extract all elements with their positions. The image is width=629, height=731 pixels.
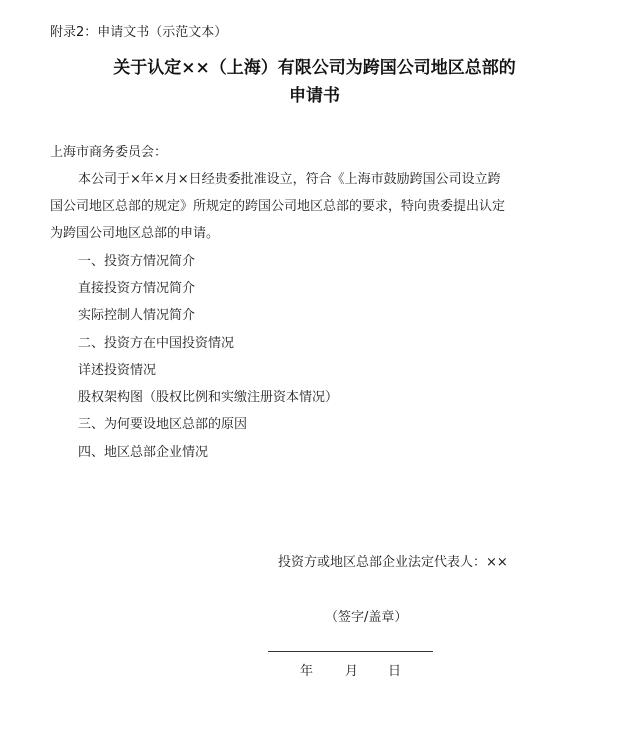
addressee: 上海市商务委员会： [50, 145, 168, 160]
document-title-line-1: 关于认定××（上海）有限公司为跨国公司地区总部的 [113, 58, 516, 78]
section-item: 一、投资方情况简介 [78, 254, 196, 269]
section-item: 实际控制人情况简介 [78, 308, 196, 323]
appendix-note: 附录2：申请文书（示范文本） [50, 25, 228, 40]
section-item: 详述投资情况 [78, 363, 157, 378]
section-item: 直接投资方情况简介 [78, 281, 196, 296]
signature-underline [268, 651, 433, 652]
section-item: 四、地区总部企业情况 [78, 445, 209, 460]
body-paragraph-line-1: 本公司于×年×月×日经贵委批准设立，符合《上海市鼓励跨国公司设立跨 [78, 172, 501, 187]
document-title-line-2: 申请书 [289, 86, 340, 106]
body-paragraph-line-3: 为跨国公司地区总部的申请。 [50, 226, 220, 241]
section-item: 股权架构图（股权比例和实缴注册资本情况） [78, 390, 339, 405]
signature-seal-label: （签字/盖章） [325, 610, 408, 625]
date-day-label: 日 [388, 664, 402, 679]
section-item: 二、投资方在中国投资情况 [78, 336, 235, 351]
date-month-label: 月 [345, 664, 359, 679]
signer-label: 投资方或地区总部企业法定代表人：×× [278, 555, 508, 570]
section-item: 三、为何要设地区总部的原因 [78, 417, 248, 432]
body-paragraph-line-2: 国公司地区总部的规定》所规定的跨国公司地区总部的要求，特向贵委提出认定 [50, 199, 506, 214]
date-year-label: 年 [300, 664, 314, 679]
